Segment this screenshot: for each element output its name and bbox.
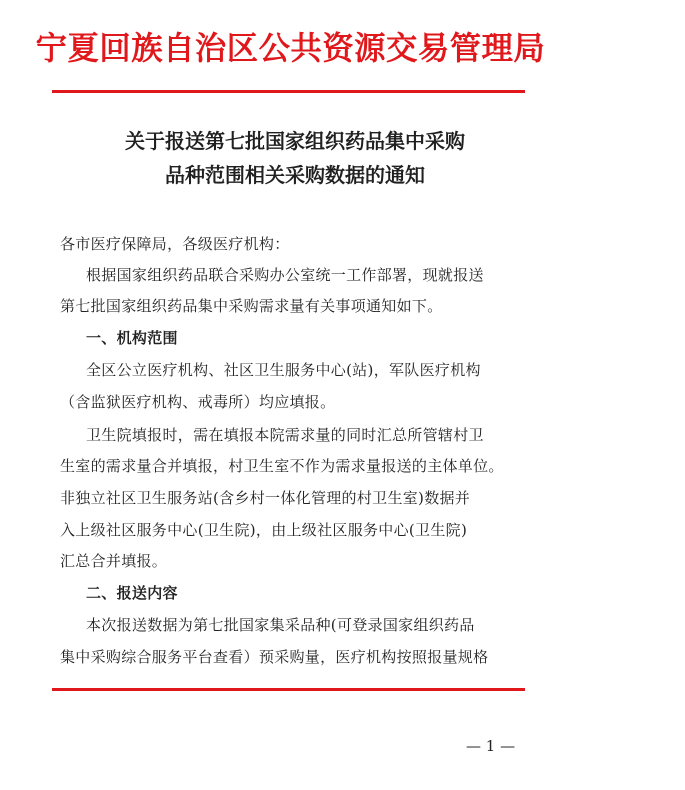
organization-header: 宁夏回族自治区公共资源交易管理局 (35, 29, 546, 67)
section2-heading: 二、报送内容 (86, 584, 178, 602)
section1-line-1: 全区公立医疗机构、社区卫生服务中心(站)，军队医疗机构 (86, 361, 481, 379)
section1-line-6: 入上级社区服务中心(卫生院)，由上级社区服务中心(卫生院) (60, 521, 468, 539)
footer-red-rule (52, 688, 525, 691)
section2-line-2: 集中采购综合服务平台查看）预采购量，医疗机构按照报量规格 (60, 648, 489, 666)
section1-line-2: （含监狱医疗机构、戒毒所）均应填报。 (60, 393, 336, 411)
section1-line-5: 非独立社区卫生服务站(含乡村一体化管理的村卫生室)数据并 (60, 489, 471, 507)
section1-line-4: 生室的需求量合并填报，村卫生室不作为需求量报送的主体单位。 (60, 457, 504, 475)
intro-line-1: 根据国家组织药品联合采购办公室统一工作部署，现就报送 (86, 266, 484, 284)
section1-line-3: 卫生院填报时，需在填报本院需求量的同时汇总所管辖村卫 (86, 426, 484, 444)
intro-line-2: 第七批国家组织药品集中采购需求量有关事项通知如下。 (60, 297, 443, 315)
section1-line-7: 汇总合并填报。 (60, 552, 168, 570)
section2-line-1: 本次报送数据为第七批国家集采品种(可登录国家组织药品 (86, 616, 475, 634)
header-red-rule (52, 90, 525, 93)
salutation: 各市医疗保障局，各级医疗机构： (60, 235, 290, 253)
section1-heading: 一、机构范围 (86, 329, 178, 347)
document-title-line-2: 品种范围相关采购数据的通知 (165, 163, 425, 187)
document-title-line-1: 关于报送第七批国家组织药品集中采购 (125, 129, 465, 153)
page-number: — 1 — (466, 737, 516, 755)
